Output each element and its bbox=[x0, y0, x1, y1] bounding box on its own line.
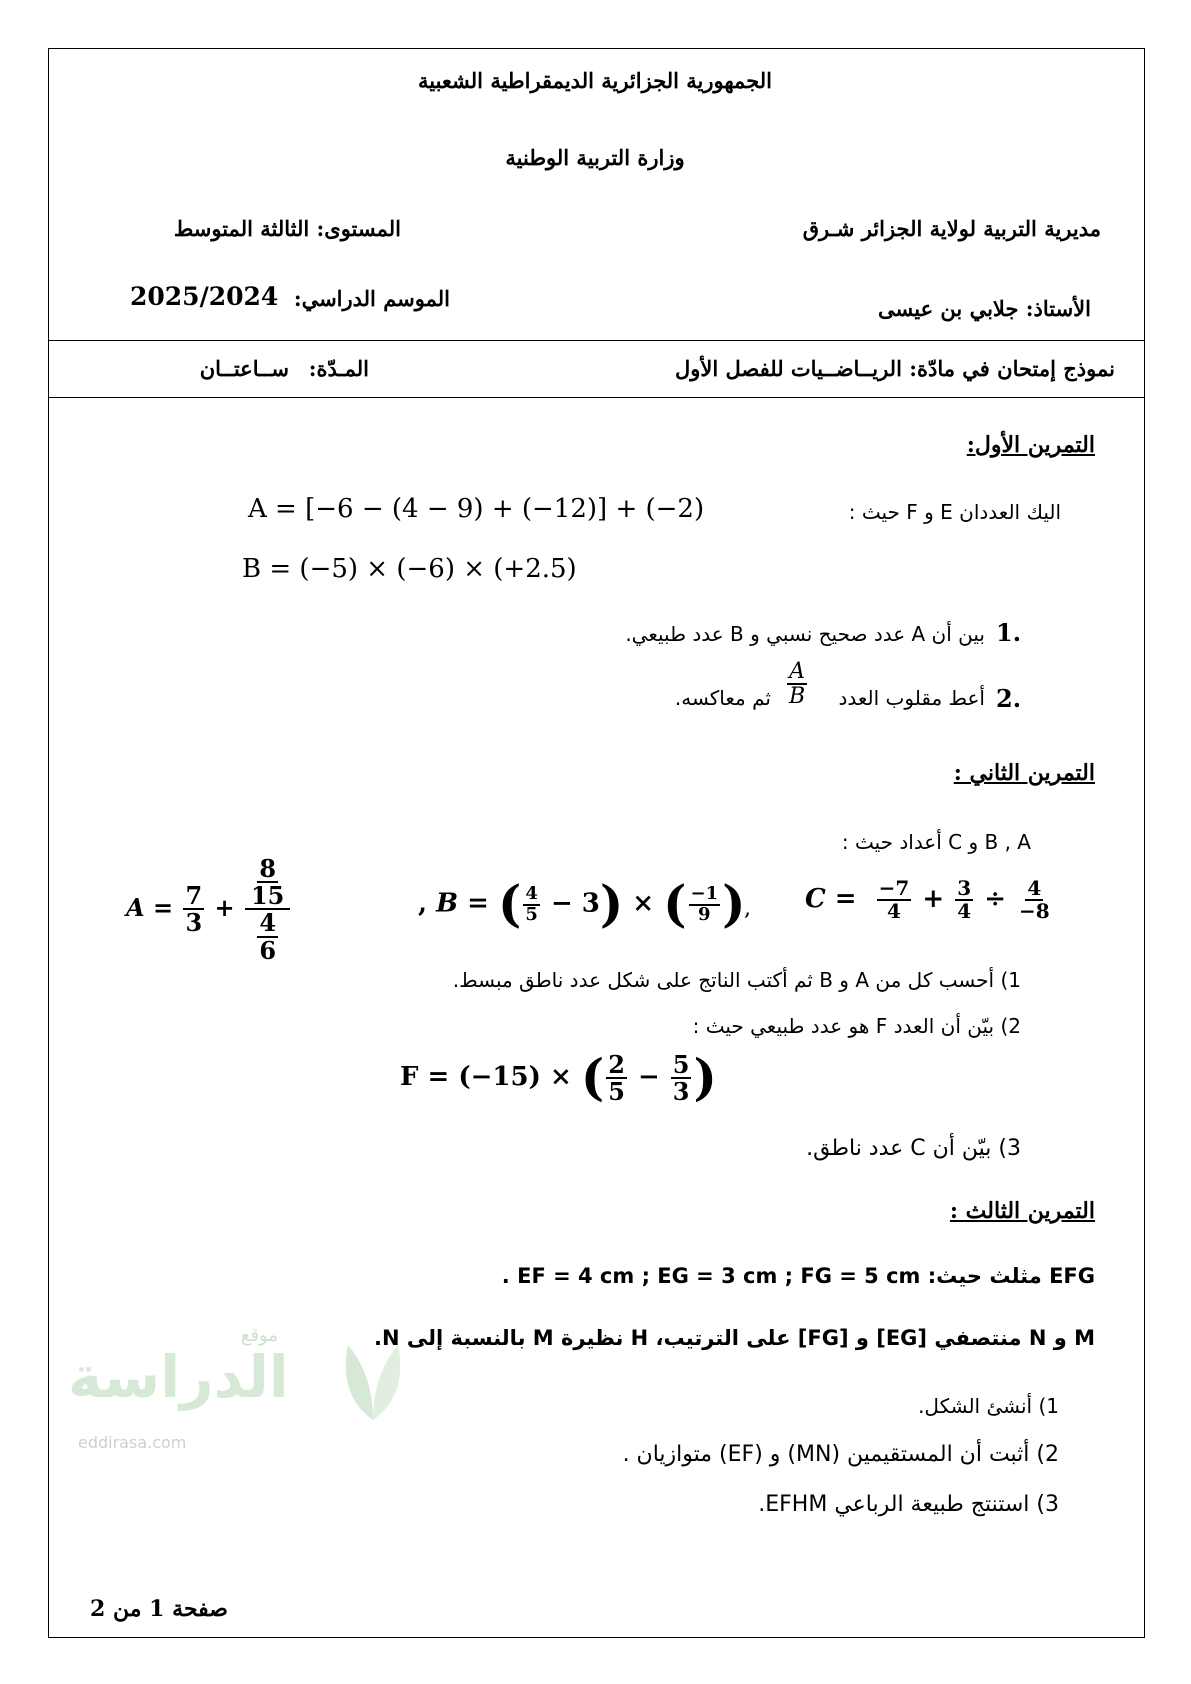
expression-a: A = $\frac{7}{3}$ + $\frac{\frac{8}{15}}{\frac{4}{6}}$ bbox=[126, 856, 292, 963]
ex3-line1: EFG مثلث حيث: EF = 4 cm ; EG = 3 cm ; FG = 5 cm . bbox=[501, 1264, 1095, 1288]
ex3-q3: 3) استنتج طبيعة الرباعي EFHM. bbox=[758, 1492, 1059, 1517]
exercise2-intro: B , A و C أعداد حيث : bbox=[841, 830, 1031, 854]
ex2-q1: 1) أحسب كل من A و B ثم أكتب الناتج على شكل عدد ناطق مبسط. bbox=[452, 968, 1021, 992]
level: المستوى: الثالثة المتوسط bbox=[173, 216, 401, 241]
ex1-q1-number: 1. bbox=[996, 618, 1022, 647]
republic-title: الجمهورية الجزائرية الديمقراطية الشعبية bbox=[417, 68, 772, 93]
exercise2-title: التمرين الثاني : bbox=[953, 760, 1095, 786]
page-number: صفحة 1 من 2 bbox=[90, 1596, 228, 1622]
expression-c: C = $\frac{-7}{4}$ + $\frac{3}{4}$ ÷ $\frac{4}{-8}$ bbox=[805, 876, 1050, 923]
book-leaf-icon bbox=[328, 1335, 418, 1425]
season-value: 2025/2024 bbox=[130, 282, 279, 311]
ex1-q1: بين أن A عدد صحيح نسبي و B عدد طبيعي. bbox=[625, 622, 985, 646]
ex1-q2-text-a: أعط مقلوب العدد bbox=[838, 686, 985, 710]
ex3-q1: 1) أنشئ الشكل. bbox=[918, 1394, 1059, 1418]
ex2-q3: 3) بيّن أن C عدد ناطق. bbox=[806, 1136, 1021, 1161]
expression-f: F = (−15) × ( $\frac{2}{5}$ − $\frac{5}{3}$ ) bbox=[400, 1048, 717, 1107]
teacher: الأستاذ: جلابي بن عيسى bbox=[878, 296, 1091, 321]
exercise1-intro: اليك العددان E و F حيث : bbox=[848, 500, 1061, 524]
ex3-q2: 2) أثبت أن المستقيمين (MN) و (EF) متوازيان . bbox=[622, 1442, 1059, 1467]
ex1-q2-number: 2. bbox=[996, 684, 1022, 713]
ex1-q2-text-b: ثم معاكسه. bbox=[674, 686, 771, 710]
watermark-logo bbox=[68, 1325, 428, 1465]
watermark-url: eddirasa.com bbox=[78, 1433, 187, 1452]
ex3-line2: M و N منتصفي [EG] و [FG] على الترتيب، H نظيرة M بالنسبة إلى N. bbox=[374, 1326, 1095, 1350]
exercise3-title: التمرين الثالث : bbox=[949, 1198, 1095, 1224]
watermark-big: الدراسة bbox=[68, 1343, 289, 1411]
header-divider-top bbox=[48, 340, 1145, 341]
season-label: الموسم الدراسي: bbox=[293, 286, 450, 311]
ex2-q2: 2) بيّن أن العدد F هو عدد طبيعي حيث : bbox=[692, 1014, 1021, 1038]
duration-value: ســاعتــان bbox=[199, 356, 289, 381]
expression-b: , B = ( $\frac{4}{5}$ − 3) × ( $\frac{-1}{9}$ ) bbox=[418, 875, 746, 933]
duration-label: المـدّة: bbox=[308, 356, 369, 381]
header-divider-bottom bbox=[48, 397, 1145, 398]
watermark-small: موقع bbox=[240, 1325, 278, 1346]
directorate: مديرية التربية لولاية الجزائر شـرق bbox=[802, 216, 1101, 241]
separator-comma: , bbox=[744, 896, 751, 921]
equation-a: A = [−6 − (4 − 9) + (−12)] + (−2) bbox=[248, 494, 705, 524]
equation-b: B = (−5) × (−6) × (+2.5) bbox=[242, 554, 577, 584]
fraction-a-over-b: $\frac{A}{B}$ bbox=[789, 659, 806, 710]
ministry-title: وزارة التربية الوطنية bbox=[505, 145, 685, 170]
exam-title: نموذج إمتحان في مادّة: الريــاضــيات للفصل الأول bbox=[674, 356, 1115, 381]
exercise1-title: التمرين الأول: bbox=[966, 432, 1095, 458]
